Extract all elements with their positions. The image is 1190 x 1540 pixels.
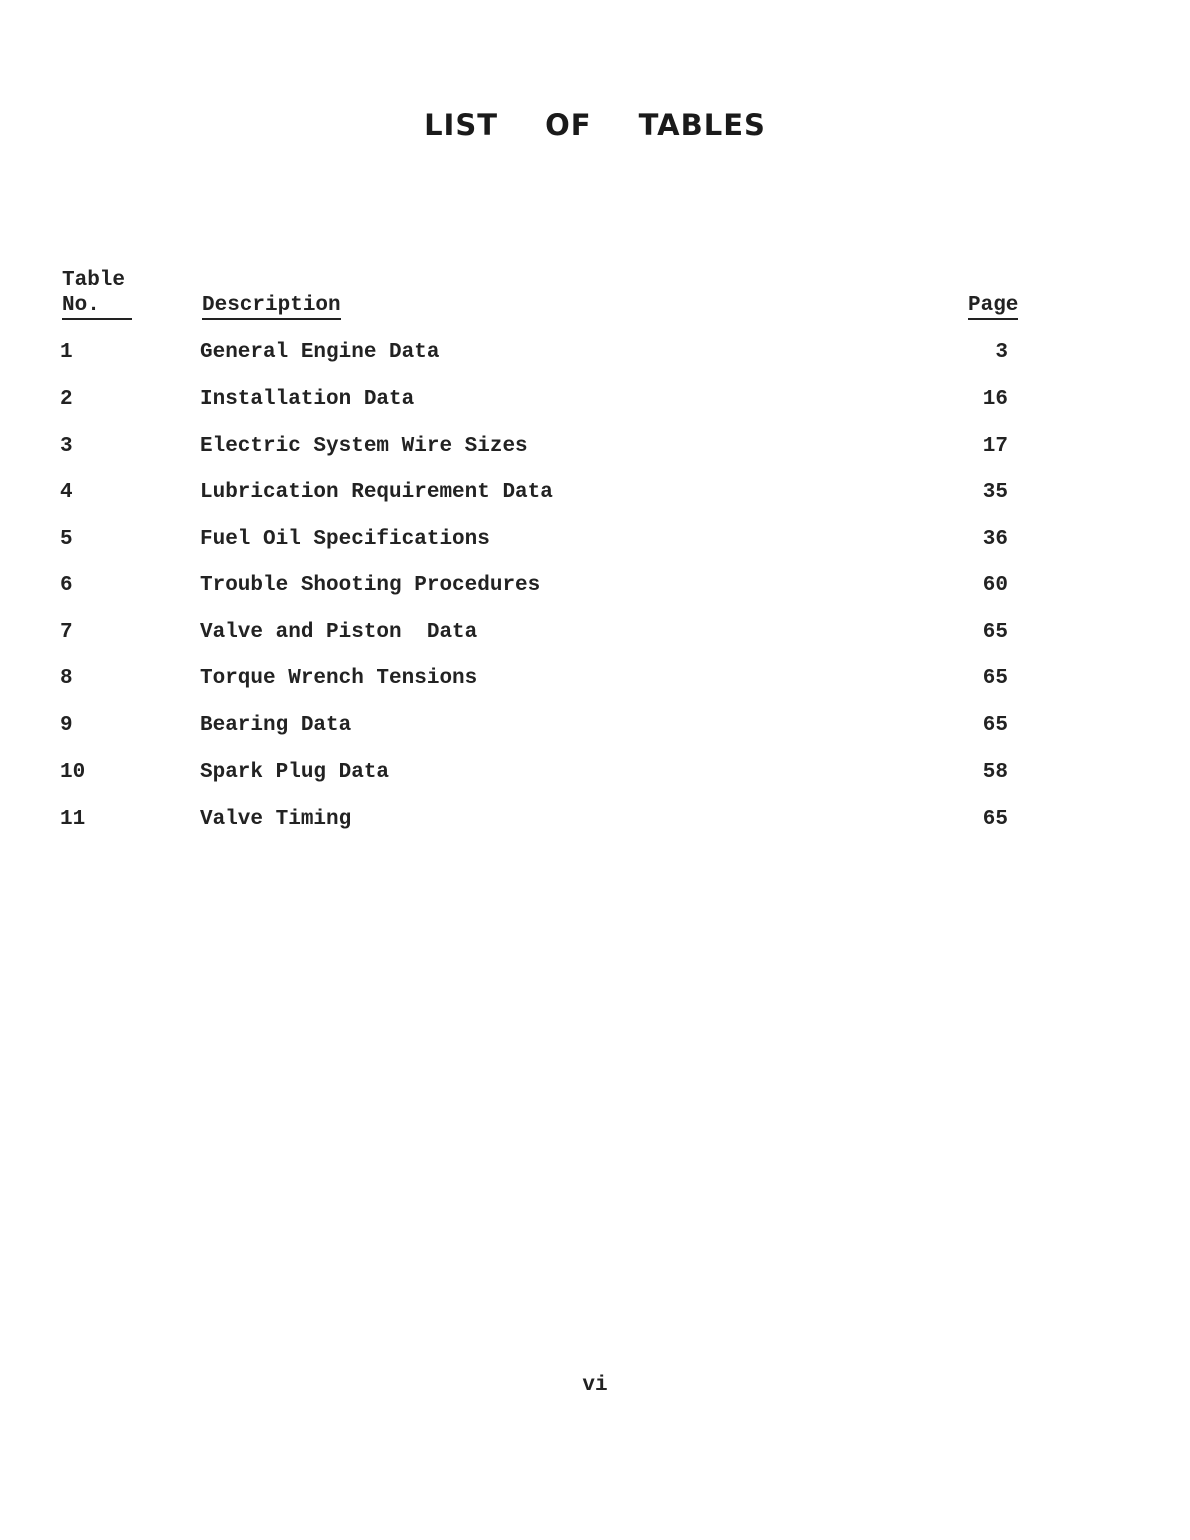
table-number: 9	[60, 714, 73, 737]
list-item	[0, 711, 1190, 741]
table-description: Bearing Data	[200, 714, 352, 737]
list-item	[0, 571, 1190, 601]
table-page: 36	[982, 528, 1008, 551]
table-number: 3	[60, 435, 73, 458]
table-page: 3	[995, 341, 1008, 364]
table-description: Valve Timing	[200, 808, 352, 831]
table-number: 5	[60, 528, 73, 551]
table-description: Electric System Wire Sizes	[200, 435, 528, 458]
table-description: Trouble Shooting Procedures	[200, 574, 541, 597]
table-page: 17	[982, 435, 1008, 458]
column-header-no: No.	[62, 293, 132, 320]
table-page: 65	[982, 808, 1008, 831]
list-item	[0, 478, 1190, 508]
table-number: 11	[60, 808, 86, 831]
table-description: Fuel Oil Specifications	[200, 528, 490, 551]
table-number: 6	[60, 574, 73, 597]
table-description: Spark Plug Data	[200, 761, 390, 784]
table-description: Lubrication Requirement Data	[200, 481, 553, 504]
table-page: 65	[982, 714, 1008, 737]
list-item	[0, 338, 1190, 368]
table-number: 4	[60, 481, 73, 504]
table-number: 7	[60, 621, 73, 644]
table-number: 2	[60, 388, 73, 411]
column-header-description: Description	[202, 293, 341, 320]
list-item	[0, 618, 1190, 648]
list-item	[0, 432, 1190, 462]
column-header-page: Page	[968, 293, 1018, 320]
list-item	[0, 758, 1190, 788]
list-item	[0, 385, 1190, 415]
table-page: 58	[982, 761, 1008, 784]
page-number: vi	[582, 1374, 608, 1397]
table-description: Torque Wrench Tensions	[200, 667, 478, 690]
table-description: General Engine Data	[200, 341, 440, 364]
table-page: 60	[982, 574, 1008, 597]
list-item	[0, 525, 1190, 555]
table-number: 1	[60, 341, 73, 364]
page-title: LIST OF TABLES	[424, 108, 766, 142]
table-page: 65	[982, 621, 1008, 644]
table-page: 65	[982, 667, 1008, 690]
list-item	[0, 664, 1190, 694]
table-description: Installation Data	[200, 388, 415, 411]
table-page: 35	[982, 481, 1008, 504]
table-page: 16	[982, 388, 1008, 411]
table-number: 8	[60, 667, 73, 690]
list-item	[0, 805, 1190, 835]
column-header-table: Table	[62, 269, 126, 292]
table-description: Valve and Piston Data	[200, 621, 478, 644]
table-number: 10	[60, 761, 86, 784]
